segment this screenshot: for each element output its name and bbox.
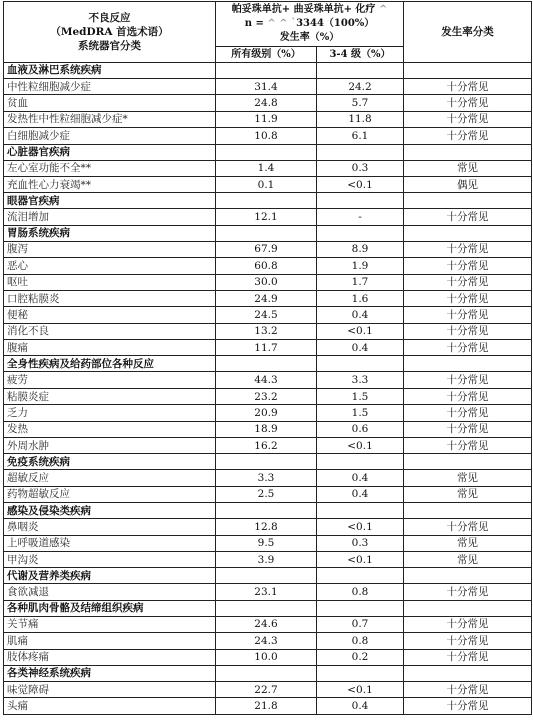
frequency-cell: 十分常见 xyxy=(404,241,532,257)
frequency-cell: 十分常见 xyxy=(404,421,532,437)
grade-3-4-cell: 3.3 xyxy=(317,372,404,388)
all-grades-cell: 67.9 xyxy=(216,241,317,257)
term-cell: 腹痛 xyxy=(4,340,216,356)
section-header-row xyxy=(4,225,532,241)
all-grades-cell: 0.1 xyxy=(216,176,317,192)
term-cell: 头痛 xyxy=(4,698,216,714)
table-row xyxy=(4,241,532,257)
table-row xyxy=(4,128,532,144)
section-empty-cell xyxy=(404,568,532,584)
grade-3-4-cell: 1.5 xyxy=(317,388,404,404)
all-grades-cell: 23.1 xyxy=(216,584,317,600)
section-empty-cell xyxy=(404,454,532,470)
frequency-cell: 常见 xyxy=(404,535,532,551)
all-grades-cell: 24.5 xyxy=(216,307,317,323)
all-grades-cell: 18.9 xyxy=(216,421,317,437)
frequency-cell: 十分常见 xyxy=(404,616,532,632)
frequency-cell: 十分常见 xyxy=(404,307,532,323)
grade-3-4-cell: 11.8 xyxy=(317,111,404,127)
section-header-row xyxy=(4,144,532,160)
term-cell: 肌痛 xyxy=(4,633,216,649)
frequency-cell: 十分常见 xyxy=(404,388,532,404)
section-title: 各种肌肉骨骼及结缔组织疾病 xyxy=(4,600,216,616)
grade-3-4-cell: 24.2 xyxy=(317,79,404,95)
all-grades-cell: 30.0 xyxy=(216,274,317,290)
frequency-cell: 十分常见 xyxy=(404,274,532,290)
section-header-row xyxy=(4,568,532,584)
section-title: 胃肠系统疾病 xyxy=(4,225,216,241)
frequency-cell: 常见 xyxy=(404,486,532,502)
frequency-cell: 十分常见 xyxy=(404,372,532,388)
all-grades-cell: 13.2 xyxy=(216,323,317,339)
section-empty-cell xyxy=(216,144,317,160)
section-header-row xyxy=(4,63,532,79)
frequency-cell: 十分常见 xyxy=(404,681,532,697)
table-row xyxy=(4,95,532,111)
table-row xyxy=(4,405,532,421)
term-cell: 食欲减退 xyxy=(4,584,216,600)
term-cell: 鼻咽炎 xyxy=(4,519,216,535)
all-grades-cell: 11.7 xyxy=(216,340,317,356)
section-empty-cell xyxy=(216,665,317,681)
section-empty-cell xyxy=(317,454,404,470)
frequency-cell: 十分常见 xyxy=(404,290,532,306)
term-cell: 肢体疼痛 xyxy=(4,649,216,665)
frequency-cell: 十分常见 xyxy=(404,209,532,225)
section-empty-cell xyxy=(404,63,532,79)
table-header xyxy=(4,2,532,63)
grade-3-4-cell: 0.4 xyxy=(317,340,404,356)
all-grades-cell: 1.4 xyxy=(216,160,317,176)
term-cell: 贫血 xyxy=(4,95,216,111)
grade-3-4-cell: 1.7 xyxy=(317,274,404,290)
term-cell: 腹泻 xyxy=(4,241,216,257)
section-empty-cell xyxy=(216,193,317,209)
grade-3-4-cell: <0.1 xyxy=(317,176,404,192)
table-row xyxy=(4,388,532,404)
section-empty-cell xyxy=(317,568,404,584)
grade-3-4-cell: 6.1 xyxy=(317,128,404,144)
table-row xyxy=(4,535,532,551)
frequency-cell: 十分常见 xyxy=(404,323,532,339)
table-row xyxy=(4,421,532,437)
treatment-header-line-3: 发生率（%） xyxy=(279,32,340,43)
all-grades-cell: 44.3 xyxy=(216,372,317,388)
all-grades-cell: 31.4 xyxy=(216,79,317,95)
section-empty-cell xyxy=(317,63,404,79)
table-row xyxy=(4,323,532,339)
frequency-cell: 常见 xyxy=(404,551,532,567)
section-header-row xyxy=(4,503,532,519)
table-row xyxy=(4,470,532,486)
section-empty-cell xyxy=(317,600,404,616)
section-empty-cell xyxy=(404,503,532,519)
section-title: 代谢及营养类疾病 xyxy=(4,568,216,584)
grade-3-4-cell: 1.9 xyxy=(317,258,404,274)
grade-3-4-cell: 0.7 xyxy=(317,616,404,632)
table-row xyxy=(4,209,532,225)
table-row xyxy=(4,111,532,127)
treatment-header-line-1: 帕妥珠单抗+ 曲妥珠单抗+ 化疗 ^ xyxy=(231,4,388,15)
term-cell: 药物超敏反应 xyxy=(4,486,216,502)
grade-3-4-cell: <0.1 xyxy=(317,438,404,454)
frequency-cell: 十分常见 xyxy=(404,519,532,535)
grade-3-4-cell: <0.1 xyxy=(317,551,404,567)
term-header-line-1: 不良反应 xyxy=(88,12,131,24)
grade-3-4-cell: 0.4 xyxy=(317,486,404,502)
table-row xyxy=(4,698,532,714)
section-empty-cell xyxy=(317,503,404,519)
frequency-cell: 常见 xyxy=(404,470,532,486)
term-cell: 便秘 xyxy=(4,307,216,323)
grade-3-4-cell: 0.2 xyxy=(317,649,404,665)
grade-3-4-cell: 0.4 xyxy=(317,307,404,323)
grade-3-4-cell: 0.8 xyxy=(317,633,404,649)
section-empty-cell xyxy=(404,193,532,209)
term-cell: 发热 xyxy=(4,421,216,437)
section-title: 免疫系统疾病 xyxy=(4,454,216,470)
term-header-line-3: 系统器官分类 xyxy=(78,40,141,52)
table-row xyxy=(4,649,532,665)
frequency-cell: 十分常见 xyxy=(404,438,532,454)
all-grades-cell: 24.3 xyxy=(216,633,317,649)
frequency-cell: 十分常见 xyxy=(404,111,532,127)
grade-3-4-cell: 0.4 xyxy=(317,470,404,486)
frequency-cell: 十分常见 xyxy=(404,340,532,356)
term-cell: 恶心 xyxy=(4,258,216,274)
frequency-cell: 十分常见 xyxy=(404,698,532,714)
all-grades-cell: 9.5 xyxy=(216,535,317,551)
all-grades-cell: 23.2 xyxy=(216,388,317,404)
all-grades-cell: 60.8 xyxy=(216,258,317,274)
frequency-cell: 十分常见 xyxy=(404,633,532,649)
table-row xyxy=(4,274,532,290)
table-row xyxy=(4,79,532,95)
section-empty-cell xyxy=(216,600,317,616)
all-grades-cell: 24.8 xyxy=(216,95,317,111)
all-grades-cell: 3.3 xyxy=(216,470,317,486)
table-row xyxy=(4,633,532,649)
section-header-row xyxy=(4,600,532,616)
section-header-row xyxy=(4,665,532,681)
adverse-reactions-table xyxy=(3,1,532,715)
all-grades-cell: 12.8 xyxy=(216,519,317,535)
section-empty-cell xyxy=(404,144,532,160)
table-row xyxy=(4,486,532,502)
table-row xyxy=(4,519,532,535)
frequency-cell: 偶见 xyxy=(404,176,532,192)
term-cell: 味觉障碍 xyxy=(4,681,216,697)
frequency-cell: 十分常见 xyxy=(404,258,532,274)
grade-3-4-cell: 0.8 xyxy=(317,584,404,600)
table-row xyxy=(4,307,532,323)
all-grades-cell: 12.1 xyxy=(216,209,317,225)
grade-3-4-cell: <0.1 xyxy=(317,323,404,339)
term-cell: 甲沟炎 xyxy=(4,551,216,567)
frequency-cell: 常见 xyxy=(404,160,532,176)
frequency-column-header: 发生率分类 xyxy=(404,2,532,63)
section-title: 各类神经系统疾病 xyxy=(4,665,216,681)
grade-3-4-cell: 5.7 xyxy=(317,95,404,111)
table-row xyxy=(4,372,532,388)
section-header-row xyxy=(4,356,532,372)
treatment-header-line-2: n = ^ ^ `3344（100%） xyxy=(244,18,375,29)
term-cell: 上呼吸道感染 xyxy=(4,535,216,551)
all-grades-cell: 3.9 xyxy=(216,551,317,567)
section-title: 血液及淋巴系统疾病 xyxy=(4,63,216,79)
all-grades-cell: 16.2 xyxy=(216,438,317,454)
all-grades-cell: 21.8 xyxy=(216,698,317,714)
section-empty-cell xyxy=(404,225,532,241)
section-empty-cell xyxy=(216,454,317,470)
section-title: 眼器官疾病 xyxy=(4,193,216,209)
term-cell: 消化不良 xyxy=(4,323,216,339)
section-title: 全身性疾病及给药部位各种反应 xyxy=(4,356,216,372)
term-cell: 左心室功能不全** xyxy=(4,160,216,176)
grade-3-4-cell: 8.9 xyxy=(317,241,404,257)
table-row xyxy=(4,176,532,192)
all-grades-cell: 11.9 xyxy=(216,111,317,127)
frequency-cell: 十分常见 xyxy=(404,95,532,111)
table-row xyxy=(4,340,532,356)
table-row xyxy=(4,438,532,454)
section-header-row xyxy=(4,454,532,470)
term-cell: 疲劳 xyxy=(4,372,216,388)
table-row xyxy=(4,584,532,600)
grade-3-4-cell: 1.6 xyxy=(317,290,404,306)
section-empty-cell xyxy=(317,665,404,681)
grade-3-4-cell: 1.5 xyxy=(317,405,404,421)
section-empty-cell xyxy=(216,503,317,519)
term-cell: 流泪增加 xyxy=(4,209,216,225)
all-grades-cell: 2.5 xyxy=(216,486,317,502)
section-empty-cell xyxy=(216,225,317,241)
term-cell: 充血性心力衰竭** xyxy=(4,176,216,192)
term-cell: 粘膜炎症 xyxy=(4,388,216,404)
section-empty-cell xyxy=(216,63,317,79)
section-empty-cell xyxy=(404,356,532,372)
section-empty-cell xyxy=(317,144,404,160)
grade-3-4-cell: - xyxy=(317,209,404,225)
term-header-line-2: （MedDRA 首选术语） xyxy=(50,26,169,38)
frequency-cell: 十分常见 xyxy=(404,128,532,144)
table-row xyxy=(4,551,532,567)
term-cell: 外周水肿 xyxy=(4,438,216,454)
section-title: 感染及侵染类疾病 xyxy=(4,503,216,519)
grade-3-4-cell: 0.3 xyxy=(317,160,404,176)
grade-3-4-cell: 0.6 xyxy=(317,421,404,437)
grade-3-4-column-header: 3-4 级（%） xyxy=(317,47,404,63)
frequency-cell: 十分常见 xyxy=(404,649,532,665)
all-grades-column-header: 所有级别（%） xyxy=(216,47,317,63)
term-cell: 乏力 xyxy=(4,405,216,421)
all-grades-cell: 20.9 xyxy=(216,405,317,421)
all-grades-cell: 10.0 xyxy=(216,649,317,665)
term-cell: 关节痛 xyxy=(4,616,216,632)
table-row xyxy=(4,258,532,274)
term-cell: 中性粒细胞减少症 xyxy=(4,79,216,95)
frequency-cell: 十分常见 xyxy=(404,79,532,95)
all-grades-cell: 24.9 xyxy=(216,290,317,306)
table-row xyxy=(4,681,532,697)
treatment-column-header xyxy=(216,2,404,47)
section-empty-cell xyxy=(216,356,317,372)
grade-3-4-cell: 0.3 xyxy=(317,535,404,551)
table-body xyxy=(4,63,532,715)
term-cell: 超敏反应 xyxy=(4,470,216,486)
term-cell: 口腔粘膜炎 xyxy=(4,290,216,306)
section-empty-cell xyxy=(404,665,532,681)
grade-3-4-cell: <0.1 xyxy=(317,681,404,697)
table-row xyxy=(4,616,532,632)
all-grades-cell: 10.8 xyxy=(216,128,317,144)
table-row xyxy=(4,160,532,176)
section-empty-cell xyxy=(317,225,404,241)
table-row xyxy=(4,290,532,306)
section-header-row xyxy=(4,193,532,209)
grade-3-4-cell: 0.4 xyxy=(317,698,404,714)
all-grades-cell: 22.7 xyxy=(216,681,317,697)
term-column-header xyxy=(4,2,216,63)
term-cell: 白细胞减少症 xyxy=(4,128,216,144)
frequency-cell: 十分常见 xyxy=(404,584,532,600)
section-empty-cell xyxy=(404,600,532,616)
section-empty-cell xyxy=(317,356,404,372)
all-grades-cell: 24.6 xyxy=(216,616,317,632)
section-title: 心脏器官疾病 xyxy=(4,144,216,160)
frequency-cell: 十分常见 xyxy=(404,405,532,421)
section-empty-cell xyxy=(317,193,404,209)
section-empty-cell xyxy=(216,568,317,584)
grade-3-4-cell: <0.1 xyxy=(317,519,404,535)
term-cell: 发热性中性粒细胞减少症* xyxy=(4,111,216,127)
term-cell: 呕吐 xyxy=(4,274,216,290)
